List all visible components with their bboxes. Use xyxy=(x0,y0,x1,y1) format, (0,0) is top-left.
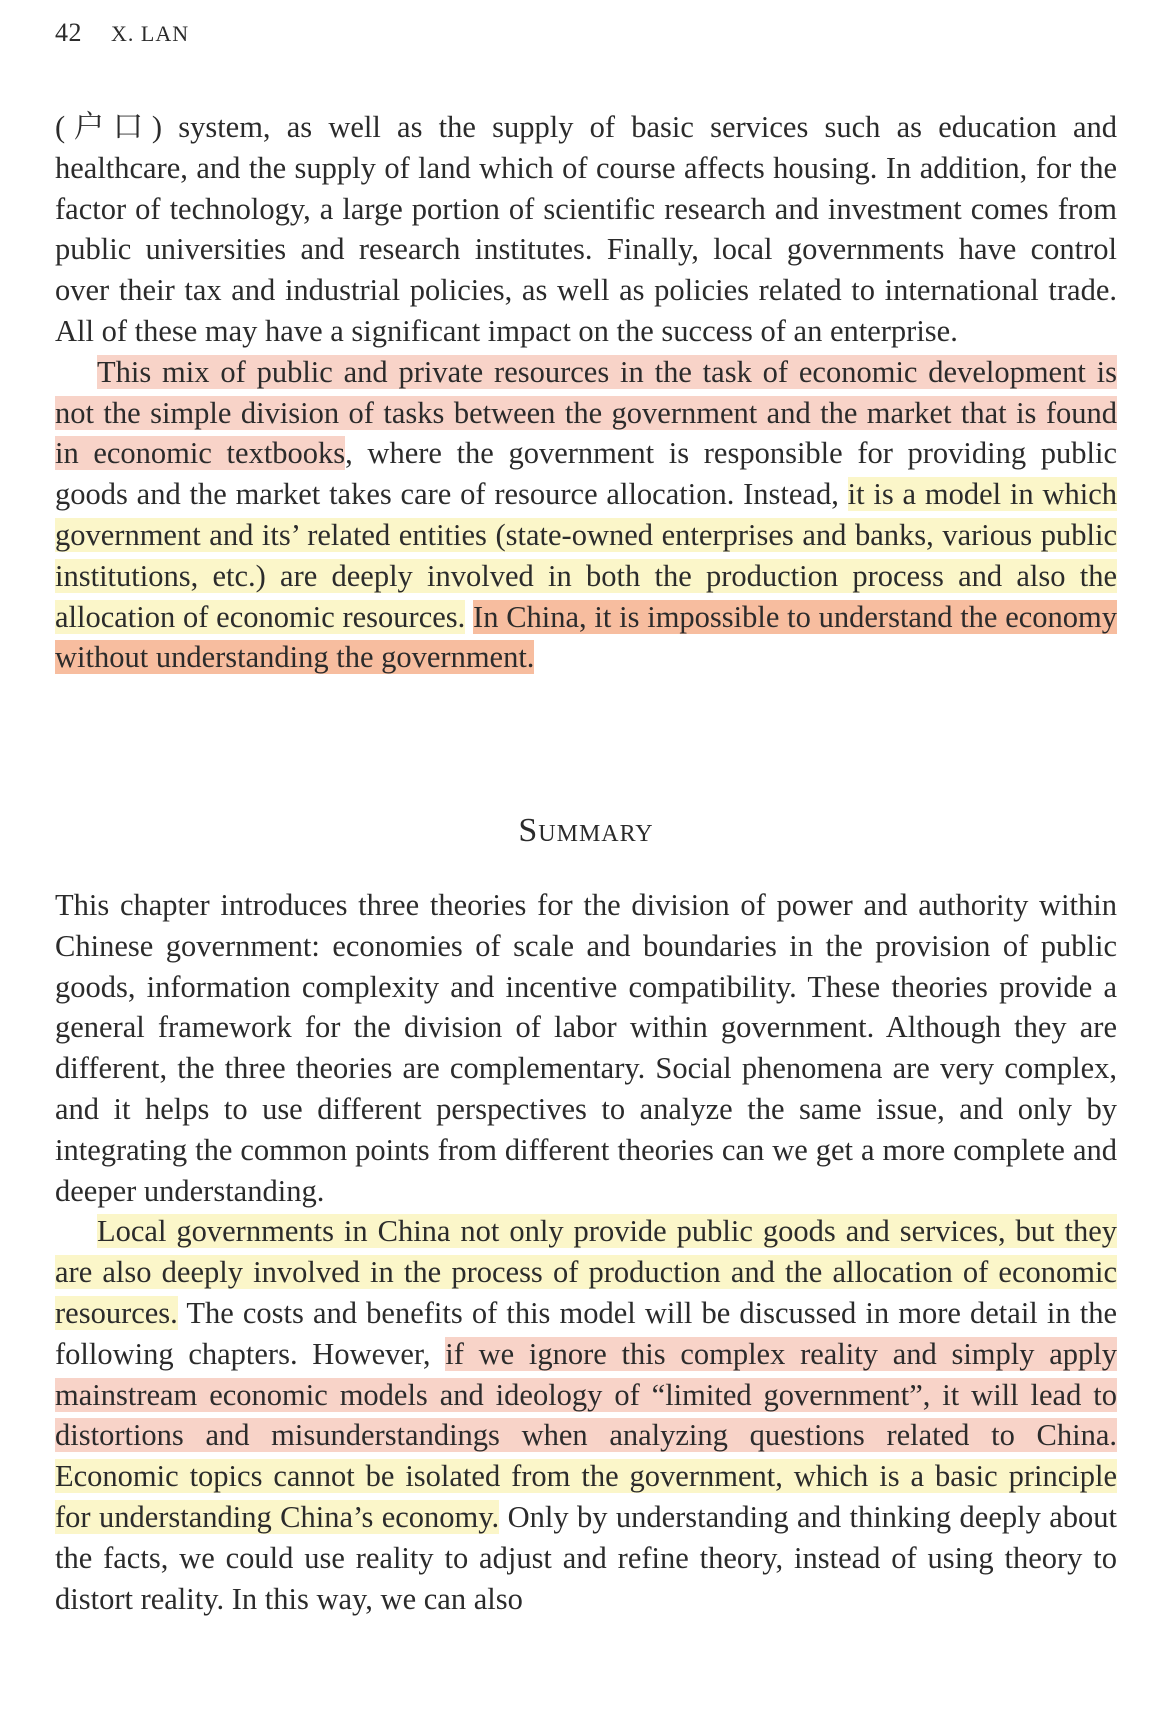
running-head xyxy=(55,18,189,48)
plain-text: Only by understanding and thinking deeply about the facts, we could use reality to adjust and refine theory, instead of using theory to distort reality. In this way, we can also xyxy=(55,1499,1117,1616)
paragraph-hukou-system: (户口) system, as well as the supply of basic services such as education and healthcare, and the supply of land which of course affects housing. In addition, for the factor of technology, a large portion of scientific research and investment comes from public universities and research institutes. Finally, local governments have control over their tax and industrial policies, as well as policies related to international trade. All of these may have a significant impact on the success of an enterprise. xyxy=(55,110,1117,348)
plain-text: The costs and benefits of this model will be discussed in more detail in the following chapters. However, xyxy=(55,1295,1117,1371)
highlight-orange: In China, it is impossible to understand the economy without understanding the government. xyxy=(55,599,1118,675)
paragraph-public-private-mix xyxy=(55,352,1117,678)
plain-text: , where the government is responsible for providing public goods and the market takes care of resource allocation. Instead, xyxy=(55,436,1117,512)
highlight-yellow: Local governments in China not only provide public goods and services, but they are also deeply involved in the process of production and the allocation of economic resources. xyxy=(55,1214,1117,1330)
paragraph-local-governments xyxy=(55,1211,1117,1619)
highlight-yellow: it is a model in which government and its’ related entities (state-owned enterprises and banks, various public institutions, etc.) are deeply involved in both the production process and also the allocation of economic resources. xyxy=(55,477,1117,634)
section-heading-summary: Summary xyxy=(518,812,654,849)
highlight-yellow: Economic topics cannot be isolated from the government, which is a basic principle for understanding China’s economy. xyxy=(55,1459,1117,1534)
plain-text xyxy=(465,600,473,634)
highlight-red: This mix of public and private resources in the task of economic development is not the simple division of tasks between the government and the market that is found in economic textbooks xyxy=(55,354,1117,471)
highlight-red: if we ignore this complex reality and simply apply mainstream economic models and ideology of “limited government”, it will lead to distortions and misunderstandings when analyzing questions related to China. xyxy=(55,1336,1117,1453)
page-number: 42 xyxy=(55,18,82,47)
running-head-author: X. LAN xyxy=(111,21,190,46)
paragraph-three-theories: This chapter introduces three theories for the division of power and authority within Chinese government: economies of scale and boundaries in the provision of public goods, information complexity and incentive compatibility. These theories provide a general framework for the division of labor within government. Although they are different, the three theories are complementary. Social phenomena are very complex, and it helps to use different perspectives to analyze the same issue, and only by integrating the common points from different theories can we get a more complete and deeper understanding. xyxy=(55,888,1117,1208)
body-text-section-1 xyxy=(55,107,1117,678)
body-text-summary xyxy=(55,885,1117,1619)
